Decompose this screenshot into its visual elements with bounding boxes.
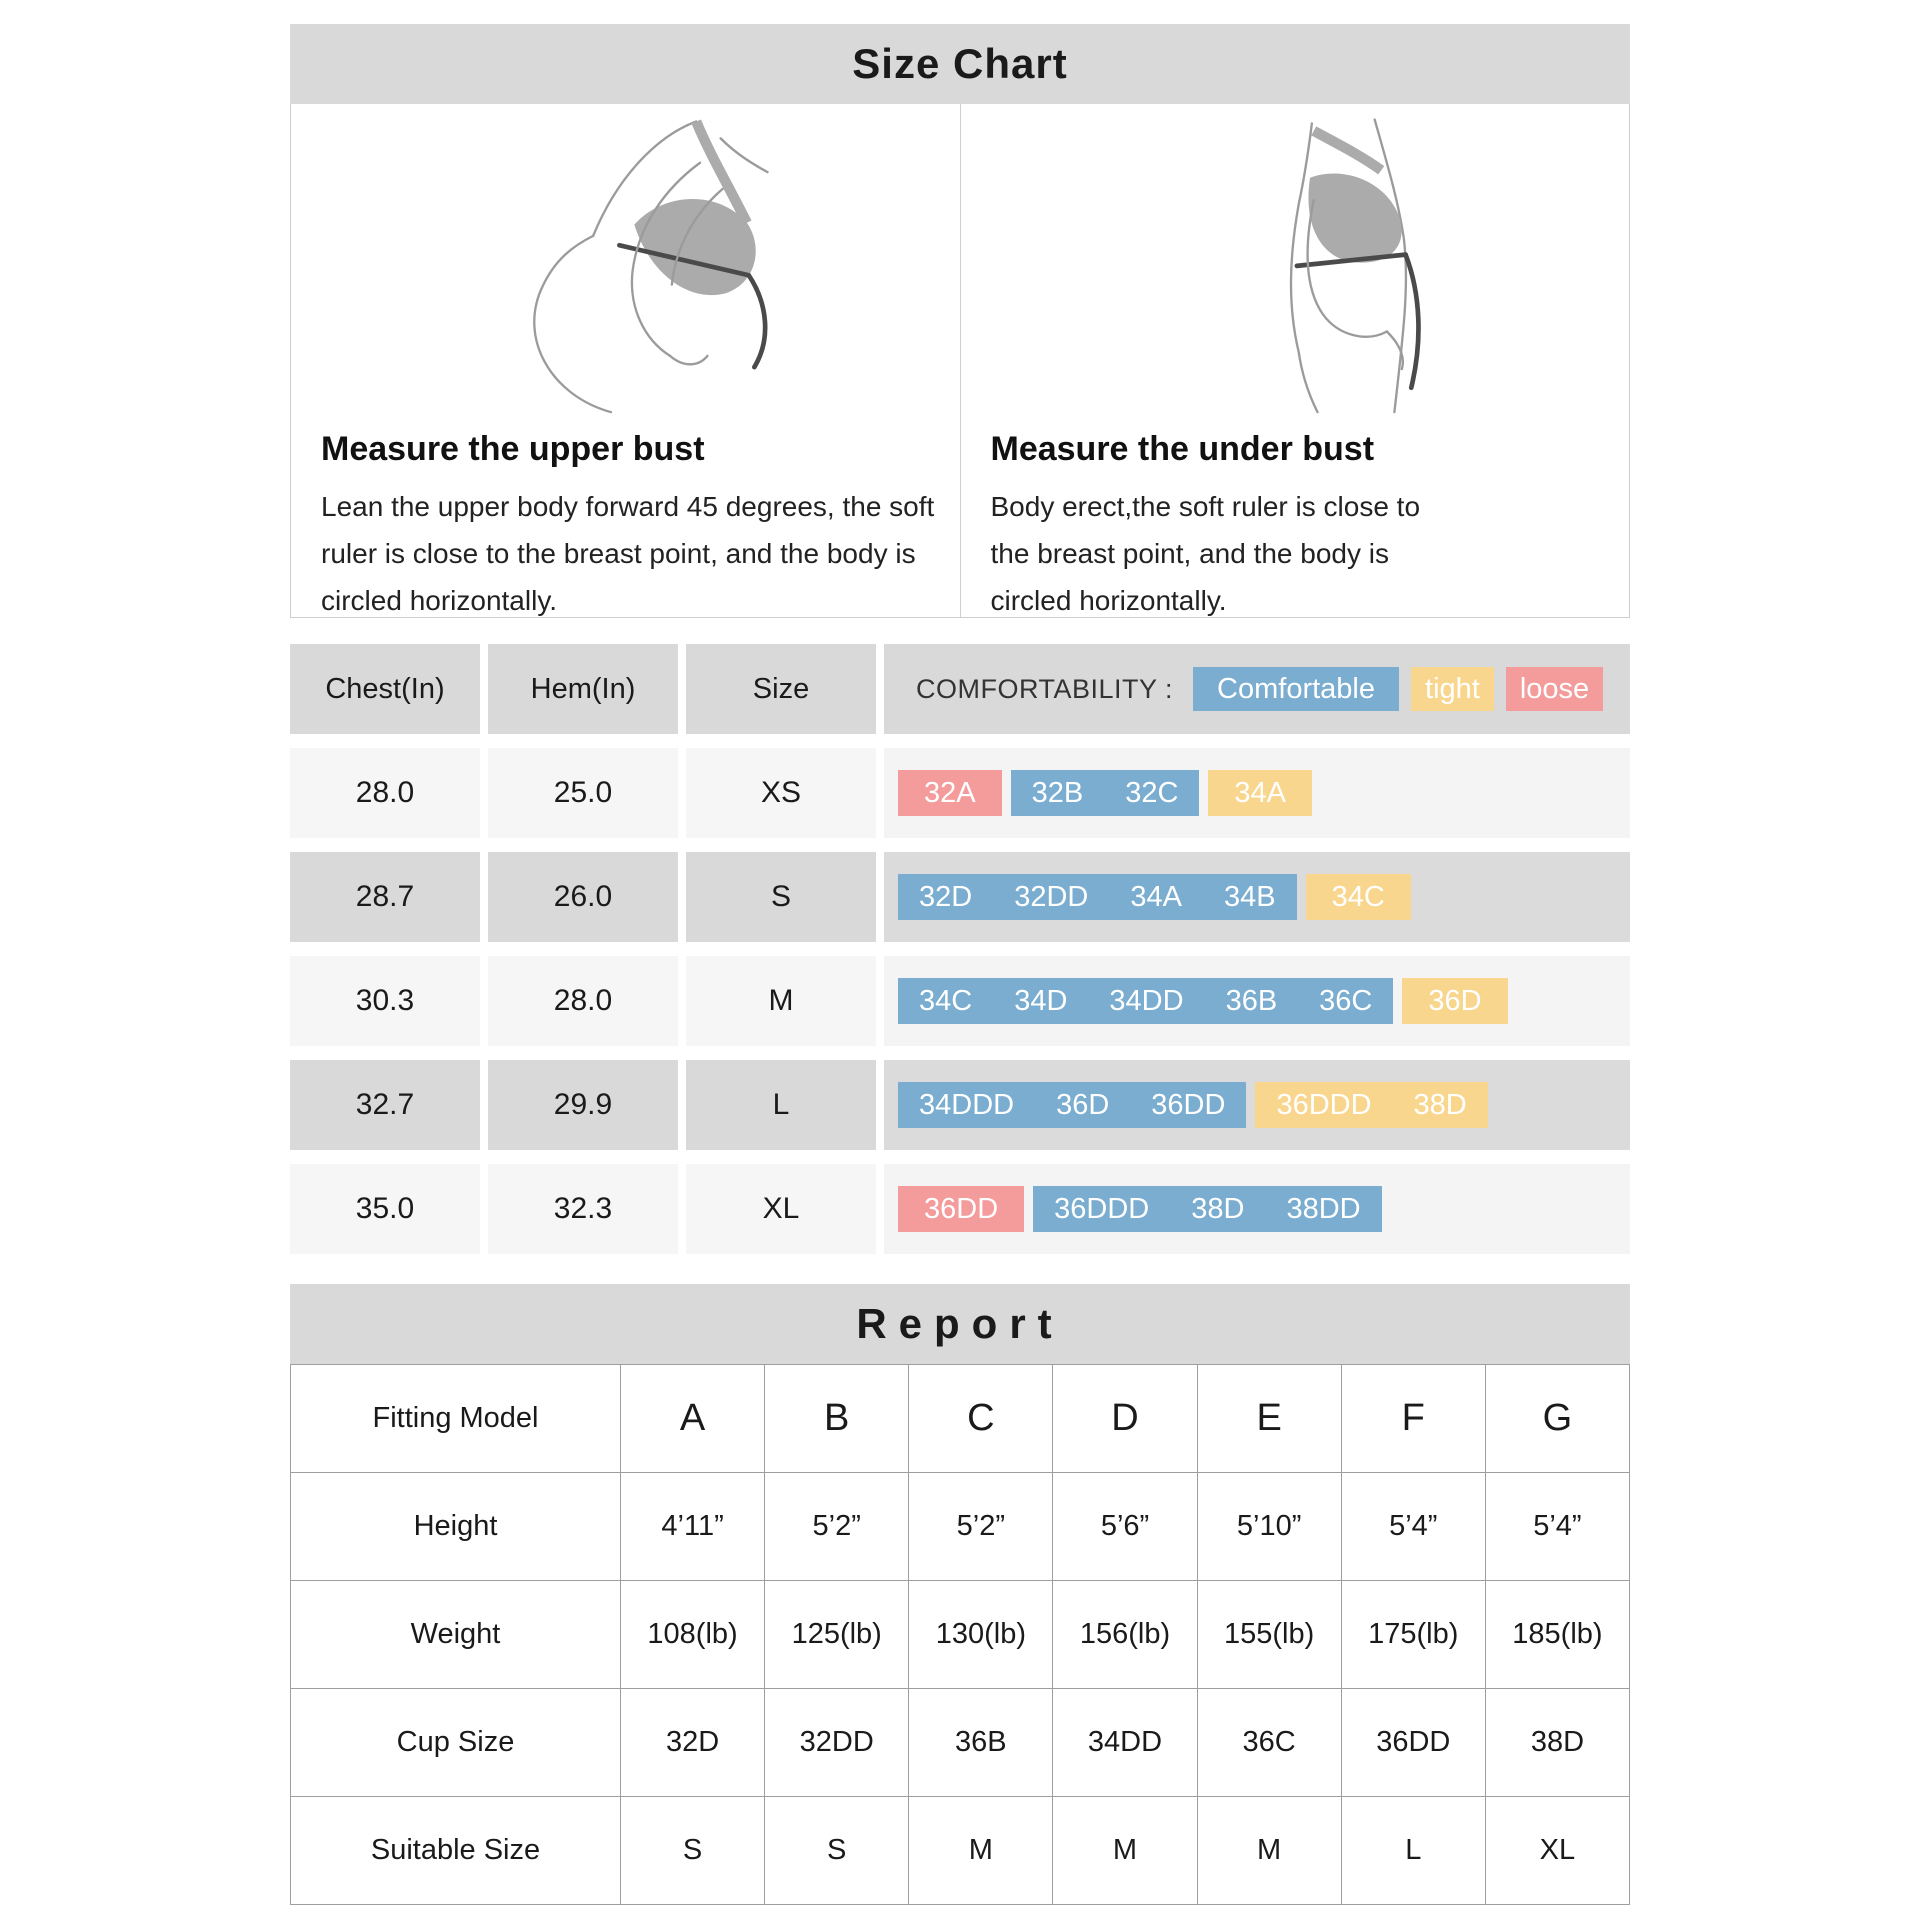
chest-value: 28.0 xyxy=(290,748,480,838)
cup-size-cell: 32D xyxy=(621,1689,765,1797)
weight-cell: 156(lb) xyxy=(1053,1581,1197,1689)
chest-value: 30.3 xyxy=(290,956,480,1046)
height-cell: 5’6” xyxy=(1053,1473,1197,1581)
model-cell: E xyxy=(1197,1365,1341,1473)
size-badge-comfortable: 34C 34D 34DD 36B 36C xyxy=(898,978,1393,1024)
hem-value: 26.0 xyxy=(488,852,678,942)
suitable-size-cell: S xyxy=(765,1797,909,1905)
table-row xyxy=(291,1797,1630,1905)
model-cell: D xyxy=(1053,1365,1197,1473)
legend-comfortable-badge: Comfortable xyxy=(1193,667,1399,711)
weight-cell: 185(lb) xyxy=(1485,1581,1629,1689)
upper-bust-figure-icon xyxy=(410,114,840,414)
model-cell: B xyxy=(765,1365,909,1473)
cup-size-cell: 32DD xyxy=(765,1689,909,1797)
height-cell: 5’2” xyxy=(765,1473,909,1581)
size-badge-loose: 36DD xyxy=(898,1186,1024,1232)
bra-shape xyxy=(1308,174,1401,263)
size-badge-tight: 34C xyxy=(1306,874,1411,920)
size-badge-tight: 36D xyxy=(1402,978,1507,1024)
size-table xyxy=(290,644,1630,1254)
badge-group xyxy=(898,770,1312,816)
comfort-cell xyxy=(884,956,1630,1046)
hem-value: 28.0 xyxy=(488,956,678,1046)
panel-description: Lean the upper body forward 45 degrees, the soft ruler is close to the breast point, and the body is circled horizontally. xyxy=(321,491,935,616)
badge-group xyxy=(898,1082,1488,1128)
header-comfortability xyxy=(884,644,1630,734)
upper-bust-figure-wrap xyxy=(291,108,960,422)
badge-group xyxy=(898,978,1508,1024)
suitable-size-cell: M xyxy=(909,1797,1053,1905)
height-cell: 5’10” xyxy=(1197,1473,1341,1581)
size-badge-comfortable: 32D 32DD 34A 34B xyxy=(898,874,1297,920)
report-title: Report xyxy=(290,1284,1630,1364)
size-label: M xyxy=(686,956,876,1046)
under-bust-figure-icon xyxy=(1080,114,1510,414)
suitable-size-cell: S xyxy=(621,1797,765,1905)
weight-cell: 155(lb) xyxy=(1197,1581,1341,1689)
cup-size-cell: 36B xyxy=(909,1689,1053,1797)
comfort-cell xyxy=(884,852,1630,942)
under-bust-figure-wrap xyxy=(961,108,1630,422)
badge-group xyxy=(898,874,1411,920)
suitable-size-cell: M xyxy=(1053,1797,1197,1905)
table-row xyxy=(291,1581,1630,1689)
weight-cell: 130(lb) xyxy=(909,1581,1053,1689)
legend-tight-badge: tight xyxy=(1411,667,1494,711)
comfort-cell xyxy=(884,1060,1630,1150)
header-chest: Chest(In) xyxy=(290,644,480,734)
size-badge-comfortable: 36DDD 38D 38DD xyxy=(1033,1186,1381,1232)
size-badge-tight: 34A xyxy=(1208,770,1312,816)
height-cell: 5’4” xyxy=(1341,1473,1485,1581)
height-cell: 5’4” xyxy=(1485,1473,1629,1581)
table-row xyxy=(291,1473,1630,1581)
comfort-cell xyxy=(884,1164,1630,1254)
row-label: Height xyxy=(291,1473,621,1581)
model-cell: C xyxy=(909,1365,1053,1473)
legend-label: COMFORTABILITY : xyxy=(916,673,1174,704)
chest-value: 32.7 xyxy=(290,1060,480,1150)
panel-title: Measure the upper bust xyxy=(321,430,705,468)
suitable-size-cell: XL xyxy=(1485,1797,1629,1905)
row-label: Suitable Size xyxy=(291,1797,621,1905)
legend-loose-badge: loose xyxy=(1506,667,1603,711)
measure-panels xyxy=(290,104,1630,618)
model-cell: F xyxy=(1341,1365,1485,1473)
hem-value: 25.0 xyxy=(488,748,678,838)
weight-cell: 125(lb) xyxy=(765,1581,909,1689)
panel-description: Body erect,the soft ruler is close to the breast point, and the body is circled horizontally. xyxy=(990,491,1421,616)
chest-value: 35.0 xyxy=(290,1164,480,1254)
header-hem: Hem(In) xyxy=(488,644,678,734)
suitable-size-cell: M xyxy=(1197,1797,1341,1905)
size-chart-title: Size Chart xyxy=(290,24,1630,104)
cup-size-cell: 36DD xyxy=(1341,1689,1485,1797)
model-cell: A xyxy=(621,1365,765,1473)
cup-size-cell: 38D xyxy=(1485,1689,1629,1797)
header-size: Size xyxy=(686,644,876,734)
size-chart-infographic xyxy=(290,0,1630,1905)
size-badge-loose: 32A xyxy=(898,770,1002,816)
model-cell: G xyxy=(1485,1365,1629,1473)
chest-value: 28.7 xyxy=(290,852,480,942)
comfort-cell xyxy=(884,748,1630,838)
cup-size-cell: 34DD xyxy=(1053,1689,1197,1797)
measure-under-bust-panel xyxy=(961,104,1630,617)
weight-cell: 175(lb) xyxy=(1341,1581,1485,1689)
row-label: Cup Size xyxy=(291,1689,621,1797)
size-badge-comfortable: 32B 32C xyxy=(1011,770,1200,816)
measure-upper-bust-panel xyxy=(291,104,961,617)
row-label: Fitting Model xyxy=(291,1365,621,1473)
weight-cell: 108(lb) xyxy=(621,1581,765,1689)
report-table xyxy=(290,1364,1630,1905)
cup-size-cell: 36C xyxy=(1197,1689,1341,1797)
size-badge-comfortable: 34DDD 36D 36DD xyxy=(898,1082,1246,1128)
table-row xyxy=(291,1365,1630,1473)
row-label: Weight xyxy=(291,1581,621,1689)
size-label: S xyxy=(686,852,876,942)
badge-group xyxy=(898,1186,1382,1232)
hem-value: 29.9 xyxy=(488,1060,678,1150)
size-label: L xyxy=(686,1060,876,1150)
size-badge-tight: 36DDD 38D xyxy=(1255,1082,1487,1128)
table-row xyxy=(291,1689,1630,1797)
height-cell: 5’2” xyxy=(909,1473,1053,1581)
height-cell: 4’11” xyxy=(621,1473,765,1581)
comfortability-legend xyxy=(898,667,1603,711)
suitable-size-cell: L xyxy=(1341,1797,1485,1905)
size-label: XL xyxy=(686,1164,876,1254)
hem-value: 32.3 xyxy=(488,1164,678,1254)
panel-title: Measure the under bust xyxy=(990,430,1375,468)
size-label: XS xyxy=(686,748,876,838)
